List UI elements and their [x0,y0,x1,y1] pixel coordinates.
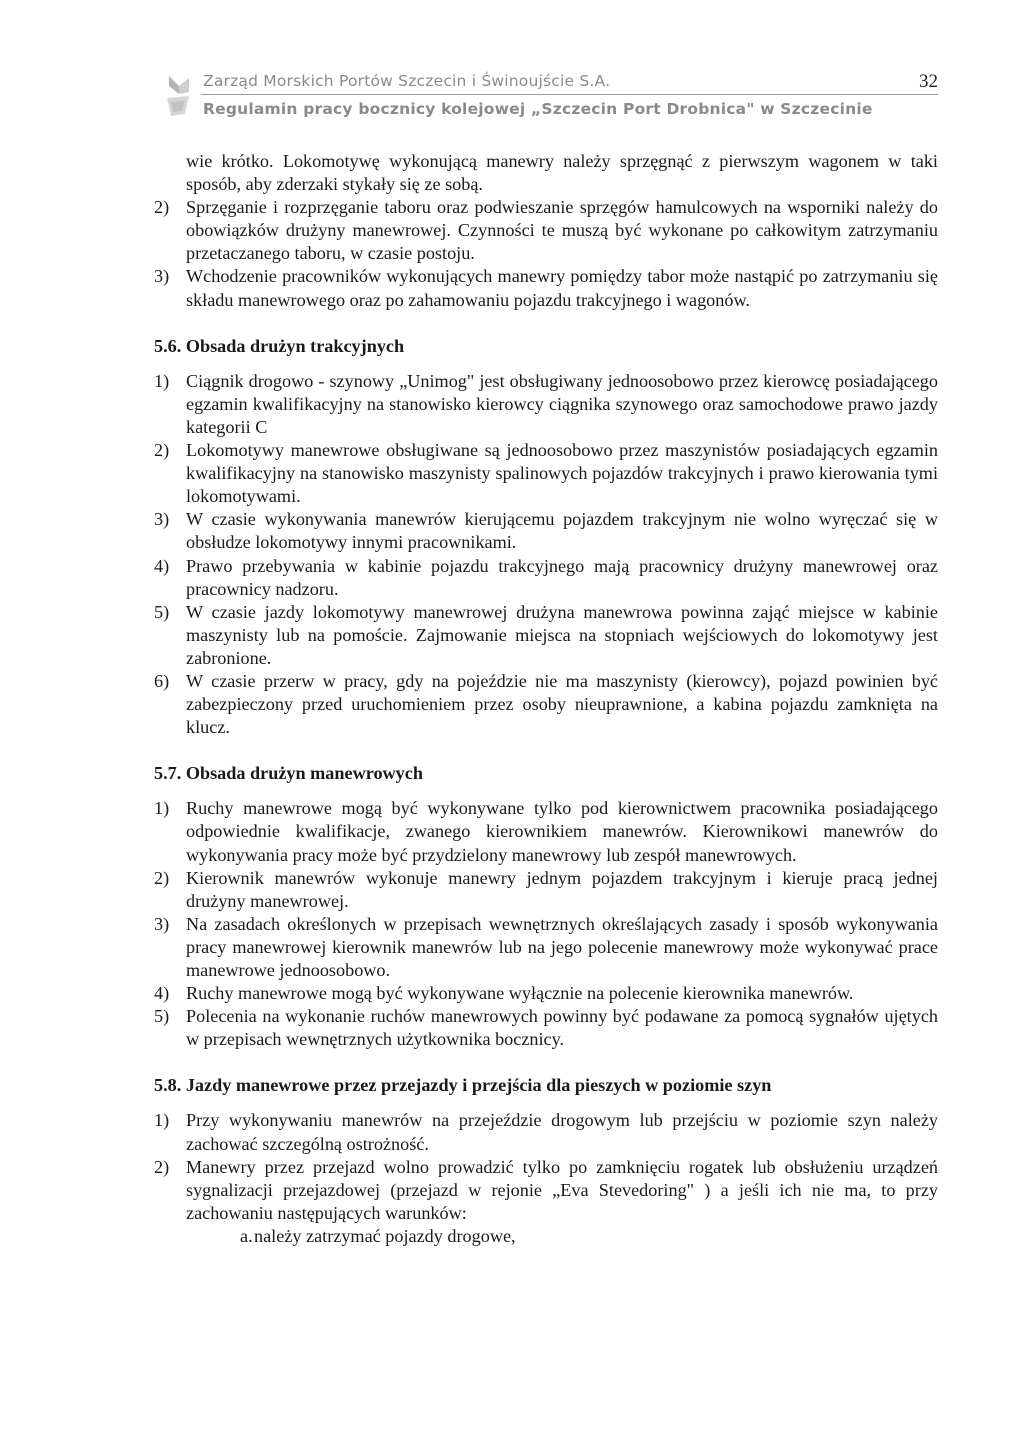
item-text: Lokomotywy manewrowe obsługiwane są jednoosobowo przez maszynistów posiadających egzamin kwalifikacyjny na stanowisko maszynisty spalinowych pojazdów trakcyjnych i prawo kierowania tymi lokomotywami. [186,440,938,507]
company-logo [163,74,193,122]
item-text: Ruchy manewrowe mogą być wykonywane wyłącznie na polecenie kierownika manewrów. [186,983,854,1004]
list-item [154,913,938,982]
list-item [154,1005,938,1051]
item-number: 3) [154,913,170,934]
item-text: Manewry przez przejazd wolno prowadzić tylko po zamknięciu rogatek lub obsłużeniu urządzeń sygnalizacji przejazdowej (przejazd w rejonie „Eva Stevedoring" ) a jeśli ich nie ma, to przy zachowaniu następujących warunków: [186,1156,938,1223]
item-text: W czasie wykonywania manewrów kierującemu pojazdem trakcyjnym nie wolno wyręczać się w obsłudze lokomotywy innymi pracownikami. [186,509,938,553]
list-item [154,508,938,554]
item-text: Prawo przebywania w kabinie pojazdu trakcyjnego mają pracownicy drużyny manewrowej oraz pracownicy nadzoru. [186,555,938,599]
list-item [154,196,938,265]
item-text: Polecenia na wykonanie ruchów manewrowych powinny być podawane za pomocą sygnałów ujętych w przepisach wewnętrznych użytkownika bocznicy. [186,1006,938,1050]
header-company: Zarząd Morskich Portów Szczecin i Świnoujście S.A. [203,72,611,90]
list-item [154,982,938,1005]
list-item [154,867,938,913]
item-number: 5) [154,601,170,622]
section-heading-5-7: 5.7. Obsada drużyn manewrowych [154,763,423,784]
item-text: Na zasadach określonych w przepisach wewnętrznych określających zasady i sposób wykonywania pracy manewrowej kierownik manewrów lub na jego polecenie manewrowy może wykonywać prace manewrowe jednoosobowo. [186,913,938,980]
list-item [154,797,938,866]
item-number: 4) [154,983,170,1004]
list-item [154,370,938,439]
list-item [154,601,938,670]
continuation-paragraph: wie krótko. Lokomotywę wykonującą manewry należy sprzęgnąć z pierwszym wagonem w taki sposób, aby zderzaki stykały się ze sobą. [186,151,938,195]
item-text: Kierownik manewrów wykonuje manewry jednym pojazdem trakcyjnym i kieruje pracą jednej drużyny manewrowej. [186,867,938,911]
sub-list-item [154,1225,938,1248]
item-text: Sprzęganie i rozprzęganie taboru oraz podwieszanie sprzęgów hamulcowych na wsporniki należy do obowiązków drużyny manewrowej. Czynności te muszą być wykonane po całkowitym zatrzymaniu przetaczanego taboru, w czasie postoju. [186,197,938,264]
header-rule [201,94,938,95]
list-item [154,1109,938,1155]
page-header [163,70,938,128]
section-heading-5-6: 5.6. Obsada drużyn trakcyjnych [154,335,405,356]
header-document-title: Regulamin pracy bocznicy kolejowej „Szczecin Port Drobnica" w Szczecinie [203,100,873,118]
item-text: W czasie jazdy lokomotywy manewrowej drużyna manewrowa powinna zająć miejsce w kabinie maszynisty lub na pomoście. Zajmowanie miejsca na stopniach wejściowych do lokomotywy jest zabronione. [186,601,938,668]
page-content [154,150,938,1248]
list-item [154,670,938,739]
item-number: 2) [154,1156,170,1177]
item-number: 4) [154,555,170,576]
list-item [154,555,938,601]
section-heading-5-8: 5.8. Jazdy manewrowe przez przejazdy i przejścia dla pieszych w poziomie szyn [154,1075,772,1096]
item-number: 5) [154,1006,170,1027]
item-number: 3) [154,266,170,287]
page-number: 32 [919,71,938,92]
item-number: 2) [154,197,170,218]
item-text: W czasie przerw w pracy, gdy na pojeździe nie ma maszynisty (kierowcy), pojazd powinien być zabezpieczony przed uruchomieniem przez osoby nieuprawnione, a kabina pojazdu zamknięta na klucz. [186,670,938,738]
item-number: 3) [154,509,170,530]
sub-item-letter: a. [240,1225,253,1246]
item-text: Przy wykonywaniu manewrów na przejeździe drogowym lub przejściu w poziomie szyn należy zachować szczególną ostrożność. [186,1110,938,1154]
item-number: 2) [154,867,170,888]
list-item [154,439,938,508]
list-item [154,1156,938,1225]
item-text: Wchodzenie pracowników wykonujących manewry pomiędzy tabor może nastąpić po zatrzymaniu się składu manewrowego oraz po zahamowaniu pojazdu trakcyjnego i wagonów. [186,266,938,310]
item-text: Ciągnik drogowo - szynowy „Unimog" jest obsługiwany jednoosobowo przez kierowcę posiadającego egzamin kwalifikacyjny na stanowisko kierowcy ciągnika szynowego oraz samochodowe prawo jazdy kategorii C [186,370,938,437]
item-number: 1) [154,1110,170,1131]
item-number: 2) [154,440,170,461]
sub-item-text: należy zatrzymać pojazdy drogowe, [254,1225,516,1246]
item-number: 6) [154,670,170,691]
item-number: 1) [154,370,170,391]
item-number: 1) [154,798,170,819]
list-item [154,265,938,311]
item-text: Ruchy manewrowe mogą być wykonywane tylko pod kierownictwem pracownika posiadającego odpowiednie kwalifikacje, zwanego kierownikiem manewrów. Kierownikowi manewrów do wykonywania pracy może być przydzielony manewrowy lub zespół manewrowych. [186,798,938,865]
